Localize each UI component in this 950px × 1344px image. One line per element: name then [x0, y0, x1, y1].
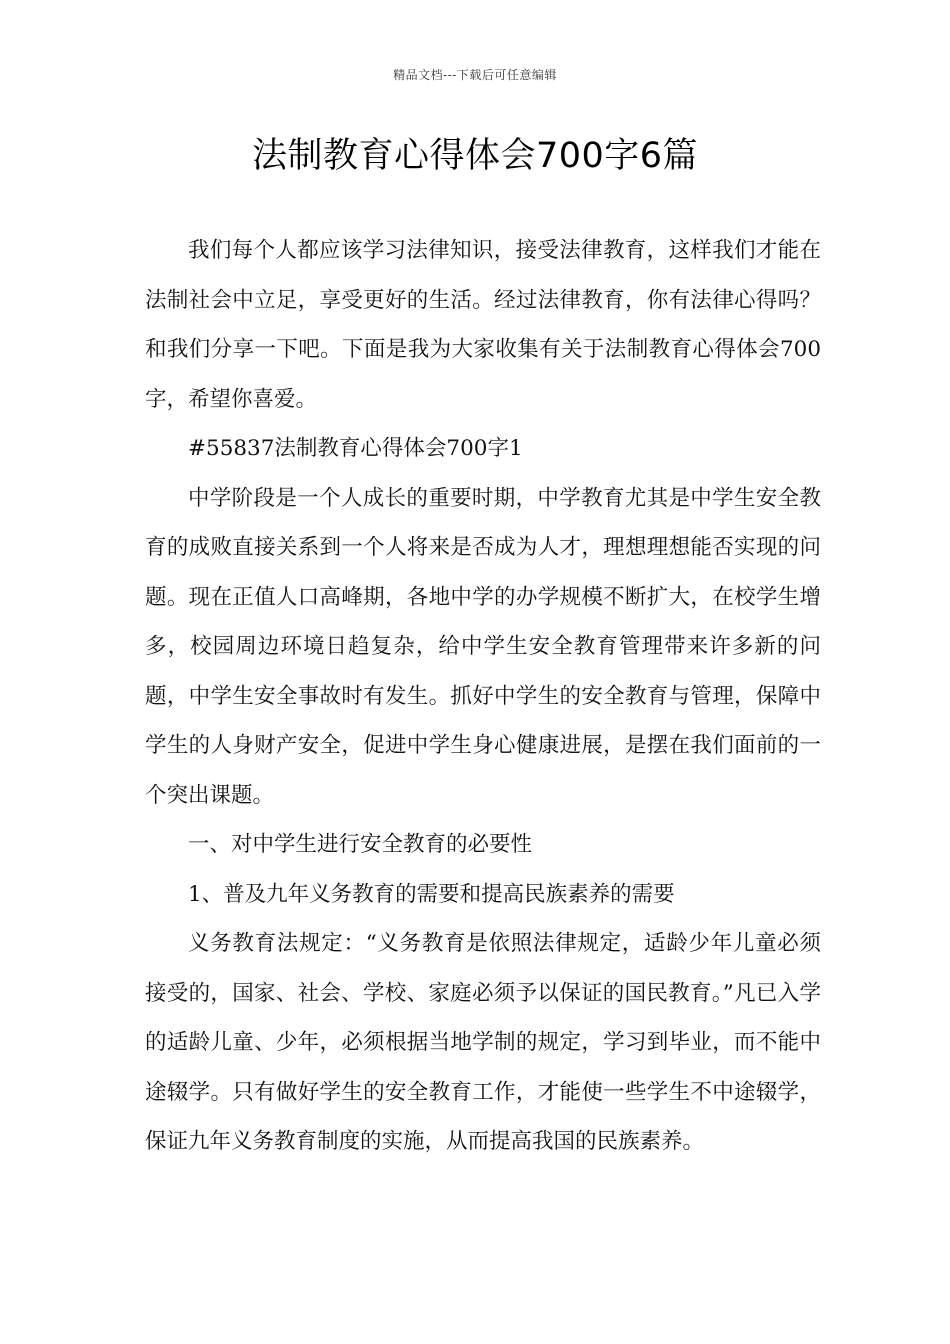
paragraph-subheading-compulsory: 1、普及九年义务教育的需要和提高民族素养的需要	[188, 881, 675, 907]
paragraph-heading-necessity: 一、对中学生进行安全教育的必要性	[188, 832, 533, 857]
paragraph-safety-education: 中学阶段是一个人成长的重要时期，中学教育尤其是中学生安全教育的成败直接关系到一个人将来是否成为人才，理想理想能否实现的问题。现在正值人口高峰期，各地中学的办学规模不断扩大，在校学生增多，校园周边环境日趋复杂，给中学生安全教育管理带来许多新的问题，中学生安全事故时有发生。抓好中学生的安全教育与管理，保障中学生的人身财产安全，促进中学生身心健康进展，是摆在我们面前的一个突出课题。	[145, 485, 821, 808]
paragraph-section-heading: #55837法制教育心得体会700字1	[188, 436, 523, 461]
header-note: 精品文档---下载后可任意编辑	[393, 68, 557, 82]
document-body	[145, 226, 821, 1167]
paragraph-intro: 我们每个人都应该学习法律知识，接受法律教育，这样我们才能在法制社会中立足，享受更好的生活。经过法律教育，你有法律心得吗？和我们分享一下吧。下面是我为大家收集有关于法制教育心得体会700字，希望你喜爱。	[145, 238, 821, 412]
document-title: 法制教育心得体会700字6篇	[251, 136, 699, 176]
paragraph-compulsory-education-law: 义务教育法规定：“义务教育是依照法律规定，适龄少年儿童必须接受的，国家、社会、学校、家庭必须予以保证的国民教育。”凡已入学的适龄儿童、少年，必须根据当地学制的规定，学习到毕业，而不能中途辍学。只有做好学生的安全教育工作，才能使一些学生不中途辍学，保证九年义务教育制度的实施，从而提高我国的民族素养。	[145, 931, 821, 1154]
